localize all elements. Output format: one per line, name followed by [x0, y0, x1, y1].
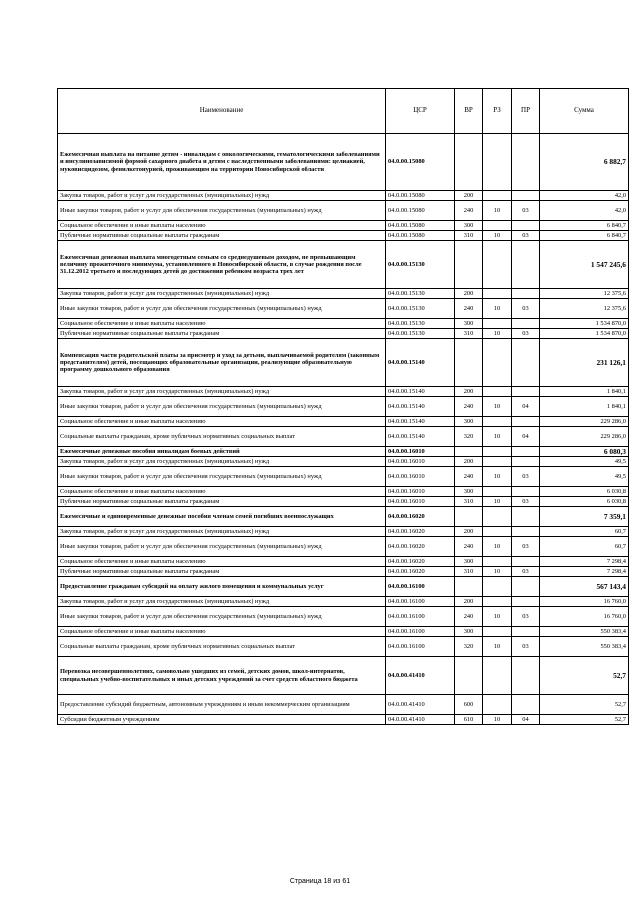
cell-rz — [483, 134, 512, 191]
cell-vr — [455, 339, 483, 387]
table-row-section — [58, 339, 629, 387]
cell-rz — [483, 447, 512, 457]
header-sum: Сумма — [540, 89, 629, 134]
cell-csr: 04.0.00.15140 — [386, 387, 455, 397]
cell-name: Перевозка несовершеннолетних, самовольно ушедших из семей, детских домов, школ-интернатов, специальных учебно-воспитательных и иных детских учреждений за счет средств областного бюджета — [58, 657, 386, 695]
table-row — [58, 497, 629, 507]
cell-pr — [512, 695, 540, 715]
cell-name: Публичные нормативные социальные выплаты гражданам — [58, 329, 386, 339]
cell-csr: 04.0.00.16100 — [386, 597, 455, 607]
cell-vr: 300 — [455, 627, 483, 637]
table-row-section — [58, 577, 629, 597]
cell-rz — [483, 695, 512, 715]
cell-pr — [512, 417, 540, 427]
cell-rz: 10 — [483, 397, 512, 417]
cell-pr: 04 — [512, 397, 540, 417]
cell-vr: 310 — [455, 329, 483, 339]
cell-vr — [455, 507, 483, 527]
cell-csr: 04.0.00.15140 — [386, 427, 455, 447]
cell-vr: 240 — [455, 607, 483, 627]
table-row — [58, 201, 629, 221]
cell-sum: 49,5 — [540, 457, 629, 467]
cell-sum: 550 383,4 — [540, 627, 629, 637]
cell-vr: 300 — [455, 557, 483, 567]
cell-pr: 03 — [512, 467, 540, 487]
cell-pr — [512, 191, 540, 201]
cell-vr — [455, 577, 483, 597]
cell-csr: 04.0.00.15140 — [386, 339, 455, 387]
cell-rz: 10 — [483, 607, 512, 627]
cell-vr: 600 — [455, 695, 483, 715]
cell-csr: 04.0.00.41410 — [386, 657, 455, 695]
cell-sum: 60,7 — [540, 527, 629, 537]
table-row-section — [58, 657, 629, 695]
cell-name: Социальное обеспечение и иные выплаты населению — [58, 417, 386, 427]
cell-name: Иные закупки товаров, работ и услуг для обеспечения государственных (муниципальных) нужд — [58, 607, 386, 627]
cell-pr: 03 — [512, 637, 540, 657]
page-number: Страница 18 из 61 — [289, 878, 351, 885]
table-row — [58, 597, 629, 607]
cell-vr: 200 — [455, 527, 483, 537]
cell-name: Закупка товаров, работ и услуг для государственных (муниципальных) нужд — [58, 597, 386, 607]
table-row — [58, 191, 629, 201]
cell-name: Субсидии бюджетным учреждениям — [58, 715, 386, 725]
table-row — [58, 387, 629, 397]
table-row — [58, 527, 629, 537]
cell-sum: 52,7 — [540, 695, 629, 715]
header-csr: ЦСР — [386, 89, 455, 134]
cell-name: Социальное обеспечение и иные выплаты населению — [58, 627, 386, 637]
cell-name: Публичные нормативные социальные выплаты гражданам — [58, 497, 386, 507]
cell-pr: 03 — [512, 567, 540, 577]
cell-pr — [512, 657, 540, 695]
cell-csr: 04.0.00.15080 — [386, 201, 455, 221]
cell-csr: 04.0.00.16010 — [386, 497, 455, 507]
cell-name: Публичные нормативные социальные выплаты гражданам — [58, 567, 386, 577]
cell-name: Социальное обеспечение и иные выплаты населению — [58, 221, 386, 231]
cell-name: Социальные выплаты гражданам, кроме публичных нормативных социальных выплат — [58, 637, 386, 657]
table-row-section — [58, 134, 629, 191]
cell-pr — [512, 557, 540, 567]
cell-pr: 03 — [512, 607, 540, 627]
cell-sum: 1 840,1 — [540, 387, 629, 397]
cell-pr — [512, 387, 540, 397]
cell-sum: 52,7 — [540, 715, 629, 725]
cell-vr: 200 — [455, 191, 483, 201]
cell-name: Закупка товаров, работ и услуг для государственных (муниципальных) нужд — [58, 191, 386, 201]
cell-sum: 16 760,0 — [540, 597, 629, 607]
header-rz: РЗ — [483, 89, 512, 134]
cell-name: Закупка товаров, работ и услуг для государственных (муниципальных) нужд — [58, 457, 386, 467]
cell-sum: 231 126,1 — [540, 339, 629, 387]
cell-rz: 10 — [483, 427, 512, 447]
cell-rz — [483, 387, 512, 397]
cell-rz: 10 — [483, 329, 512, 339]
cell-vr: 240 — [455, 537, 483, 557]
cell-name: Закупка товаров, работ и услуг для государственных (муниципальных) нужд — [58, 289, 386, 299]
cell-sum: 6 840,7 — [540, 221, 629, 231]
cell-vr: 610 — [455, 715, 483, 725]
cell-csr: 04.0.00.16020 — [386, 557, 455, 567]
cell-csr: 04.0.00.16010 — [386, 457, 455, 467]
cell-name: Ежемесячные денежные пособия инвалидам боевых действий — [58, 447, 386, 457]
table-row-section — [58, 241, 629, 289]
cell-sum: 1 534 870,0 — [540, 319, 629, 329]
cell-rz: 10 — [483, 715, 512, 725]
cell-name: Иные закупки товаров, работ и услуг для обеспечения государственных (муниципальных) нужд — [58, 397, 386, 417]
cell-sum: 550 383,4 — [540, 637, 629, 657]
cell-name: Социальное обеспечение и иные выплаты населению — [58, 557, 386, 567]
cell-name: Предоставление субсидий бюджетным, автономным учреждениям и иным некоммерческим организациям — [58, 695, 386, 715]
cell-name: Ежемесячная выплата на питание детям - инвалидам с онкологическими, гематологическими заболеваниями и инсулинозависимой формой сахарного диабета и детям с наследственными заболеваниями: целиакией, муковисцидозом, фенилкетонурией, проживающим на территории Новосибирской области — [58, 134, 386, 191]
table-row — [58, 607, 629, 627]
cell-rz — [483, 597, 512, 607]
cell-csr: 04.0.00.15130 — [386, 289, 455, 299]
cell-pr: 03 — [512, 497, 540, 507]
cell-csr: 04.0.00.16020 — [386, 537, 455, 557]
cell-vr: 320 — [455, 427, 483, 447]
table-row — [58, 637, 629, 657]
table-row — [58, 457, 629, 467]
cell-csr: 04.0.00.15140 — [386, 417, 455, 427]
cell-rz — [483, 657, 512, 695]
cell-rz — [483, 241, 512, 289]
cell-pr — [512, 457, 540, 467]
cell-name: Иные закупки товаров, работ и услуг для обеспечения государственных (муниципальных) нужд — [58, 537, 386, 557]
cell-sum: 6 080,3 — [540, 447, 629, 457]
cell-sum: 42,0 — [540, 191, 629, 201]
cell-rz — [483, 627, 512, 637]
cell-csr: 04.0.00.15080 — [386, 221, 455, 231]
cell-name: Иные закупки товаров, работ и услуг для обеспечения государственных (муниципальных) нужд — [58, 201, 386, 221]
header-vr: ВР — [455, 89, 483, 134]
cell-rz — [483, 457, 512, 467]
cell-name: Ежемесячная денежная выплата многодетным семьям со среднедушевым доходом, не превышающим величину прожиточного минимума, установленного в Новосибирской области, в случае рождения после 31.12.2012 третьего и последующих детей до достижения ребенком возраста трех лет — [58, 241, 386, 289]
cell-name: Закупка товаров, работ и услуг для государственных (муниципальных) нужд — [58, 387, 386, 397]
cell-pr — [512, 597, 540, 607]
cell-pr: 03 — [512, 329, 540, 339]
cell-sum: 16 760,0 — [540, 607, 629, 627]
cell-vr — [455, 134, 483, 191]
header-name: Наименование — [58, 89, 386, 134]
cell-sum: 12 375,6 — [540, 289, 629, 299]
table-row — [58, 427, 629, 447]
cell-rz — [483, 577, 512, 597]
cell-rz: 10 — [483, 637, 512, 657]
cell-csr: 04.0.00.15130 — [386, 329, 455, 339]
cell-rz — [483, 487, 512, 497]
cell-name: Предоставление гражданам субсидий на оплату жилого помещения и коммунальных услуг — [58, 577, 386, 597]
cell-pr: 04 — [512, 715, 540, 725]
cell-vr: 240 — [455, 467, 483, 487]
cell-sum: 1 547 245,6 — [540, 241, 629, 289]
cell-csr: 04.0.00.16020 — [386, 507, 455, 527]
cell-csr: 04.0.00.15080 — [386, 191, 455, 201]
cell-rz — [483, 289, 512, 299]
table-row — [58, 231, 629, 241]
cell-pr: 03 — [512, 201, 540, 221]
cell-csr: 04.0.00.16100 — [386, 637, 455, 657]
cell-csr: 04.0.00.15130 — [386, 319, 455, 329]
cell-sum: 42,0 — [540, 201, 629, 221]
table-row — [58, 627, 629, 637]
cell-sum: 567 143,4 — [540, 577, 629, 597]
cell-pr — [512, 507, 540, 527]
cell-csr: 04.0.00.15130 — [386, 241, 455, 289]
cell-vr: 240 — [455, 397, 483, 417]
cell-csr: 04.0.00.16010 — [386, 467, 455, 487]
cell-sum: 12 375,6 — [540, 299, 629, 319]
cell-csr: 04.0.00.15080 — [386, 231, 455, 241]
cell-vr: 240 — [455, 299, 483, 319]
cell-pr — [512, 221, 540, 231]
table-row-section — [58, 447, 629, 457]
cell-name: Публичные нормативные социальные выплаты гражданам — [58, 231, 386, 241]
cell-sum: 60,7 — [540, 537, 629, 557]
cell-name: Социальное обеспечение и иные выплаты населению — [58, 487, 386, 497]
cell-rz — [483, 557, 512, 567]
cell-vr: 300 — [455, 221, 483, 231]
table-header-row — [58, 89, 629, 134]
cell-name: Закупка товаров, работ и услуг для государственных (муниципальных) нужд — [58, 527, 386, 537]
table-body — [58, 134, 629, 725]
cell-sum: 1 840,1 — [540, 397, 629, 417]
cell-csr: 04.0.00.41410 — [386, 715, 455, 725]
cell-sum: 49,5 — [540, 467, 629, 487]
cell-csr: 04.0.00.16020 — [386, 567, 455, 577]
cell-csr: 04.0.00.16020 — [386, 527, 455, 537]
cell-sum: 7 359,1 — [540, 507, 629, 527]
table-row — [58, 329, 629, 339]
cell-pr — [512, 319, 540, 329]
cell-rz: 10 — [483, 537, 512, 557]
cell-vr: 240 — [455, 201, 483, 221]
table-row — [58, 557, 629, 567]
table-row — [58, 397, 629, 417]
cell-rz — [483, 319, 512, 329]
cell-pr — [512, 289, 540, 299]
cell-pr: 03 — [512, 231, 540, 241]
cell-csr: 04.0.00.15140 — [386, 397, 455, 417]
table-row — [58, 537, 629, 557]
cell-pr — [512, 241, 540, 289]
cell-rz — [483, 221, 512, 231]
cell-sum: 6 882,7 — [540, 134, 629, 191]
cell-vr: 200 — [455, 387, 483, 397]
cell-pr — [512, 447, 540, 457]
cell-csr: 04.0.00.15080 — [386, 134, 455, 191]
cell-vr: 300 — [455, 417, 483, 427]
cell-vr: 310 — [455, 567, 483, 577]
cell-vr — [455, 241, 483, 289]
cell-vr — [455, 657, 483, 695]
cell-vr — [455, 447, 483, 457]
cell-csr: 04.0.00.16010 — [386, 447, 455, 457]
cell-csr: 04.0.00.16010 — [386, 487, 455, 497]
cell-pr — [512, 339, 540, 387]
cell-csr: 04.0.00.16100 — [386, 607, 455, 627]
cell-vr: 300 — [455, 487, 483, 497]
cell-pr — [512, 134, 540, 191]
table-row — [58, 567, 629, 577]
cell-pr — [512, 627, 540, 637]
cell-rz: 10 — [483, 299, 512, 319]
cell-pr: 03 — [512, 299, 540, 319]
cell-sum: 7 298,4 — [540, 557, 629, 567]
cell-sum: 7 298,4 — [540, 567, 629, 577]
cell-rz — [483, 191, 512, 201]
cell-sum: 1 534 870,0 — [540, 329, 629, 339]
cell-sum: 229 286,0 — [540, 427, 629, 447]
cell-pr — [512, 527, 540, 537]
cell-name: Компенсация части родительской платы за присмотр и уход за детьми, выплачиваемой родителям (законным представителям) детей, посещающих образовательные организации, реализующие образовательную программу дошкольного образования — [58, 339, 386, 387]
table-row — [58, 487, 629, 497]
cell-rz: 10 — [483, 567, 512, 577]
cell-rz: 10 — [483, 497, 512, 507]
cell-sum: 6 030,8 — [540, 497, 629, 507]
cell-name: Социальные выплаты гражданам, кроме публичных нормативных социальных выплат — [58, 427, 386, 447]
table-row — [58, 695, 629, 715]
table-row — [58, 467, 629, 487]
cell-vr: 320 — [455, 637, 483, 657]
budget-table — [57, 88, 629, 725]
cell-name: Иные закупки товаров, работ и услуг для обеспечения государственных (муниципальных) нужд — [58, 299, 386, 319]
table-row — [58, 417, 629, 427]
table-row — [58, 319, 629, 329]
cell-vr: 300 — [455, 319, 483, 329]
cell-rz: 10 — [483, 201, 512, 221]
table-row — [58, 221, 629, 231]
cell-csr: 04.0.00.15130 — [386, 299, 455, 319]
cell-rz — [483, 527, 512, 537]
cell-rz: 10 — [483, 231, 512, 241]
cell-pr — [512, 487, 540, 497]
cell-rz: 10 — [483, 467, 512, 487]
header-pr: ПР — [512, 89, 540, 134]
table-row-section — [58, 507, 629, 527]
cell-vr: 200 — [455, 457, 483, 467]
table-row — [58, 715, 629, 725]
cell-sum: 229 286,0 — [540, 417, 629, 427]
cell-name: Ежемесячные и единовременные денежные пособия членам семей погибших военнослужащих — [58, 507, 386, 527]
cell-csr: 04.0.00.41410 — [386, 695, 455, 715]
cell-pr: 04 — [512, 427, 540, 447]
cell-csr: 04.0.00.16100 — [386, 627, 455, 637]
cell-sum: 52,7 — [540, 657, 629, 695]
table-row — [58, 289, 629, 299]
cell-sum: 6 030,8 — [540, 487, 629, 497]
cell-rz — [483, 507, 512, 527]
cell-vr: 310 — [455, 231, 483, 241]
cell-pr — [512, 577, 540, 597]
cell-sum: 6 840,7 — [540, 231, 629, 241]
cell-vr: 200 — [455, 289, 483, 299]
cell-vr: 200 — [455, 597, 483, 607]
cell-name: Социальное обеспечение и иные выплаты населению — [58, 319, 386, 329]
cell-vr: 310 — [455, 497, 483, 507]
cell-rz — [483, 417, 512, 427]
table-row — [58, 299, 629, 319]
cell-rz — [483, 339, 512, 387]
cell-csr: 04.0.00.16100 — [386, 577, 455, 597]
cell-pr: 03 — [512, 537, 540, 557]
cell-name: Иные закупки товаров, работ и услуг для обеспечения государственных (муниципальных) нужд — [58, 467, 386, 487]
